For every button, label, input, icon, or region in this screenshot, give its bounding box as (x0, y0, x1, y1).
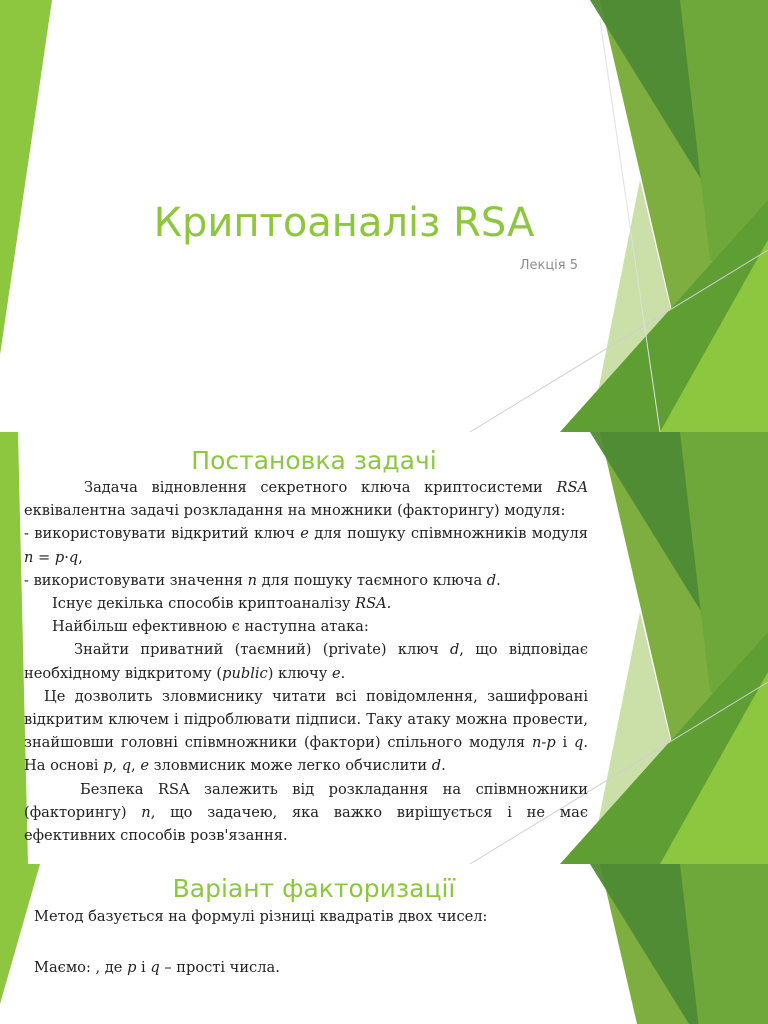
text-run-italic: e (300, 525, 309, 543)
text-run: . (386, 595, 392, 613)
text-run: – прості числа. (159, 959, 280, 976)
problem-statement-slide (0, 432, 768, 864)
slide-3-body (34, 908, 594, 976)
text-run: , що задачею, яка важко вирішується і не має ефективних способів розв'язання. (24, 803, 588, 845)
text-run-italic: q (574, 734, 584, 752)
text-run: зловмисник може легко обчислити (148, 757, 432, 775)
text-run: Маємо: , де (34, 959, 128, 976)
text-run: . (441, 757, 446, 775)
text-run-italic: q (121, 757, 132, 775)
paragraph-8 (24, 778, 588, 848)
text-run: · (64, 548, 69, 566)
text-run: , (112, 757, 122, 775)
paragraph-7 (24, 685, 588, 778)
text-run: Безпека RSA залежить від розкладання на співмножники (факторингу) (24, 780, 588, 821)
factorization-slide (0, 864, 768, 1024)
paragraph-1: Метод базується на формулі різниці квадратів двох чисел: (34, 908, 488, 925)
slide-3-title: Варіант факторизації (172, 874, 456, 903)
text-run-italic: e (332, 664, 341, 682)
paragraph-1 (24, 476, 588, 522)
text-run-italic: q (68, 548, 79, 566)
text-run: для пошуку співмножників модуля (308, 525, 588, 543)
text-run: і (555, 734, 575, 752)
text-run: Це дозволить зловмиснику читати всі повідомлення, зашифровані відкритим ключем і підроблювати підписи. Таку атаку можна провести, знайшовши головні співмножники (фактори) спільного модуля (24, 687, 588, 752)
text-run-italic: e (140, 757, 149, 775)
text-run: . (496, 571, 501, 589)
text-run: - використовувати відкритий ключ (24, 525, 301, 543)
text-run: , (78, 548, 83, 566)
title-slide (0, 0, 768, 432)
text-run-italic: d (431, 757, 442, 775)
text-run: , що відповідає необхідному відкритому ( (24, 641, 588, 682)
slide-1-subtitle: Лекція 5 (519, 258, 578, 273)
text-run-italic: n (247, 571, 258, 589)
text-run-italic: RSA (355, 595, 387, 613)
paragraph-5: Найбільш ефективною є наступна атака: (52, 618, 369, 636)
slide-2-body (24, 476, 588, 847)
text-run-italic: p (54, 548, 65, 566)
text-run: . (340, 664, 346, 682)
paragraph-4 (24, 592, 588, 615)
text-run-italic: p (127, 959, 137, 976)
text-run-italic: public (222, 664, 268, 682)
text-run-italic: n (141, 803, 151, 821)
text-run: . На основі (24, 734, 589, 775)
text-run-italic: d (449, 641, 460, 659)
text-run: ) ключу (267, 664, 333, 682)
slide-2-title: Постановка задачі (191, 446, 437, 475)
text-run-italic: d (486, 571, 497, 589)
text-run: = (33, 548, 55, 566)
left-green-stripe (0, 0, 52, 355)
text-run-italic: n-p (531, 734, 556, 752)
paragraph-3 (24, 569, 588, 592)
text-run: , (131, 757, 141, 775)
text-run: для пошуку таємного ключа (257, 571, 487, 589)
text-run: Задача відновлення секретного ключа криптосистеми (84, 479, 557, 496)
text-run-italic: p (103, 757, 113, 775)
text-run: - використовувати значення (24, 571, 248, 589)
paragraph-2 (34, 959, 594, 976)
text-run: і (136, 959, 151, 976)
paragraph-6 (24, 638, 588, 684)
text-run-italic: n (24, 548, 34, 566)
paragraph-2 (24, 522, 588, 568)
text-run: Існує декілька способів криптоаналізу (52, 595, 356, 613)
text-run-italic: RSA (556, 479, 588, 496)
slide-1-title: Криптоаналіз RSA (153, 200, 535, 246)
text-run: еквівалентна задачі розкладання на множники (факторингу) модуля: (24, 502, 566, 520)
text-run-italic: q (150, 959, 160, 976)
text-run: Знайти приватний (таємний) (private) ключ (74, 641, 450, 659)
